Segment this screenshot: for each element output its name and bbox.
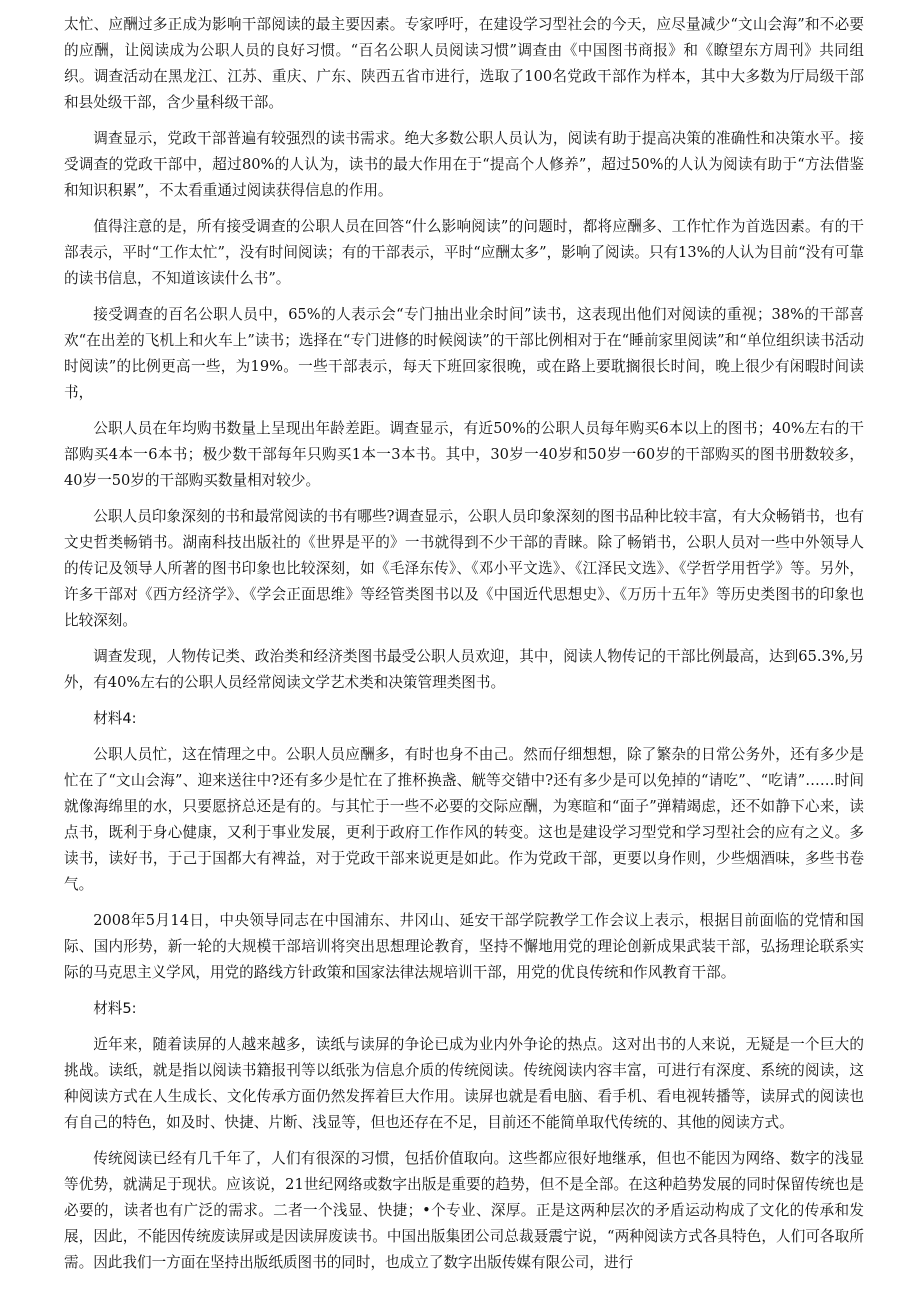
paragraph: 公职人员在年均购书数量上呈现出年龄差距。调查显示，有近50%的公职人员每年购买6本以上的图书；40%左右的干部购买4本一6本书；极少数干部每年只购买1本一3本书。其中，30岁一40岁和50岁一60岁的干部购买的图书册数较多，40岁一50岁的干部购买数量相对较少。 xyxy=(64,420,864,489)
paragraph: 公职人员印象深刻的书和最常阅读的书有哪些?调查显示，公职人员印象深刻的图书品种比较丰富，有大众畅销书，也有文史哲类畅销书。湖南科技出版社的《世界是平的》一书就得到不少干部的青睐。除了畅销书，公职人员对一些中外领导人的传记及领导人所著的图书印象也比较深刻，如《毛泽东传》、《邓小平文选》、《江泽民文选》、《学哲学用哲学》等。另外，许多干部对《西方经济学》、《学会正面思维》等经管类图书以及《中国近代思想史》、《万历十五年》等历史类图书的印象也比较深刻。 xyxy=(64,508,864,629)
paragraph: 接受调查的百名公职人员中，65%的人表示会“专门抽出业余时间”读书，这表现出他们对阅读的重视；38%的干部喜欢“在出差的飞机上和火车上”读书；选择在“专门进修的时候阅读”的干部比例相对于在“睡前家里阅读”和“单位组织读书活动时阅读”的比例更高一些，为19%。一些干部表示，每天下班回家很晚，或在路上要耽搁很长时间，晚上很少有闲暇时间读书， xyxy=(64,306,864,401)
paragraph: 公职人员忙，这在情理之中。公职人员应酬多，有时也身不由己。然而仔细想想，除了繁杂的日常公务外，还有多少是忙在了“文山会海”、迎来送往中?还有多少是忙在了推杯换盏、觥等交错中?还有多少是可以免掉的“请吃”、“吃请”……时间就像海绵里的水，只要愿挤总还是有的。与其忙于一些不必要的交际应酬，为寒暄和“面子”弹精竭虑，还不如静下心来，读点书，既利于身心健康，又利于事业发展，更利于政府工作作风的转变。这也是建设学习型党和学习型社会的应有之义。多读书，读好书，于己于国都大有裨益，对于党政干部来说更是如此。作为党政干部，更要以身作则，少些烟酒味，多些书卷气。 xyxy=(64,746,864,893)
section-heading-material-4: 材料4: xyxy=(93,710,137,727)
paragraph: 调查显示，党政干部普遍有较强烈的读书需求。绝大多数公职人员认为，阅读有助于提高决策的准确性和决策水平。接受调查的党政干部中，超过80%的人认为，读书的最大作用在于“提高个人修养”，超过50%的人认为阅读有助于“方法借鉴和知识积累”，不太看重通过阅读获得信息的作用。 xyxy=(64,130,864,199)
paragraph: 近年来，随着读屏的人越来越多，读纸与读屏的争论已成为业内外争论的热点。这对出书的人来说，无疑是一个巨大的挑战。读纸，就是指以阅读书籍报刊等以纸张为信息介质的传统阅读。传统阅读内容丰富，可进行有深度、系统的阅读，这种阅读方式在人生成长、文化传承方面仍然发挥着巨大作用。读屏也就是看电脑、看手机、看电视转播等，读屏式的阅读也有自己的特色，如及时、快捷、片断、浅显等，但也还存在不足，目前还不能简单取代传统的、其他的阅读方式。 xyxy=(64,1036,864,1131)
paragraph: 2008年5月14日，中央领导同志在中国浦东、井冈山、延安干部学院教学工作会议上表示，根据目前面临的党情和国际、国内形势，新一轮的大规模干部培训将突出思想理论教育，坚持不懈地用党的理论创新成果武装干部，弘扬理论联系实际的马克思主义学风，用党的路线方针政策和国家法律法规培训干部，用党的优良传统和作风教育干部。 xyxy=(64,912,864,981)
paragraph: 调查发现，人物传记类、政治类和经济类图书最受公职人员欢迎，其中，阅读人物传记的干部比例最高，达到65.3%,另外，有40%左右的公职人员经常阅读文学艺术类和决策管理类图书。 xyxy=(64,648,864,691)
section-heading-material-5: 材料5: xyxy=(93,1000,137,1017)
paragraph: 太忙、应酬过多正成为影响干部阅读的最主要因素。专家呼吁，在建设学习型社会的今天，应尽量减少“文山会海”和不必要的应酬，让阅读成为公职人员的良好习惯。“百名公职人员阅读习惯”调查由《中国图书商报》和《瞭望东方周刊》共同组织。调查活动在黑龙江、江苏、重庆、广东、陕西五省市进行，选取了100名党政干部作为样本，其中大多数为厅局级干部和县处级干部，含少量科级干部。 xyxy=(64,16,864,111)
paragraph: 值得注意的是，所有接受调查的公职人员在回答“什么影响阅读”的问题时，都将应酬多、工作忙作为首选因素。有的干部表示，平时“工作太忙”，没有时间阅读；有的干部表示，平时“应酬太多”，影响了阅读。只有13%的人认为目前“没有可靠的读书信息，不知道该读什么书”。 xyxy=(64,218,864,287)
document-page xyxy=(64,12,864,1286)
paragraph: 传统阅读已经有几千年了，人们有很深的习惯，包括价值取向。这些都应很好地继承，但也不能因为网络、数字的浅显等优势，就满足于现状。应该说，21世纪网络或数字出版是重要的趋势，但不是全部。在这种趋势发展的同时保留传统也是必要的，读者也有广泛的需求。二者一个浅显、快捷；•个专业、深厚。正是这两种层次的矛盾运动构成了文化的传承和发展，因此，不能因传统废读屏或是因读屏废读书。中国出版集团公司总裁聂震宁说，“两种阅读方式各具特色，人们可各取所需。因此我们一方面在坚持出版纸质图书的同时，也成立了数字出版传媒有限公司，进行 xyxy=(64,1150,864,1271)
